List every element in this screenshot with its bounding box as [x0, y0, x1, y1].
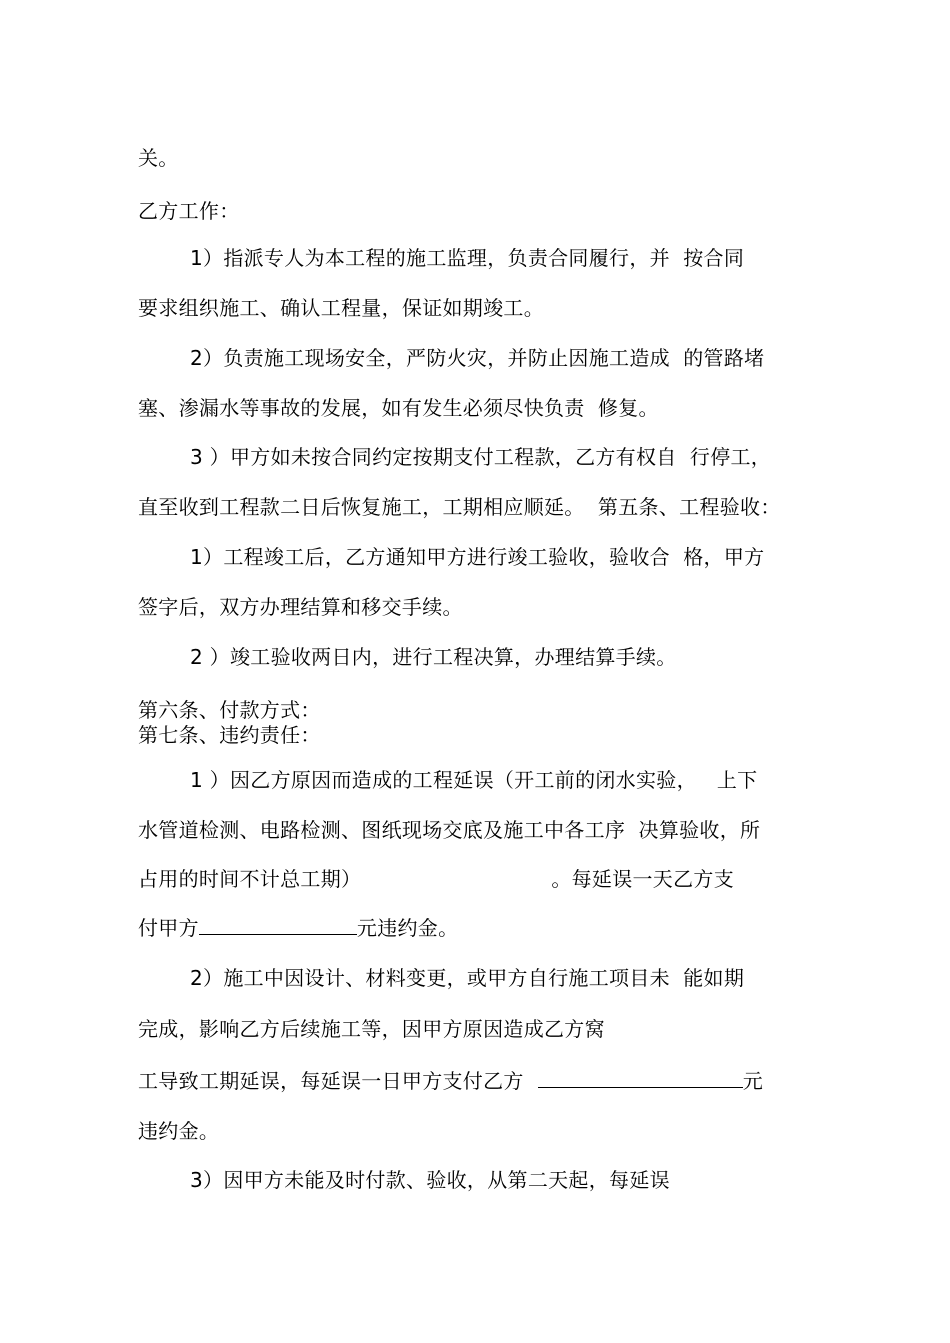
text-segment: 。每延误一天乙方支: [551, 867, 735, 891]
text-segment: 占用的时间不计总工期）: [138, 867, 362, 891]
text-segment: 付甲方: [138, 916, 199, 940]
text-line: 违约金。: [138, 1119, 220, 1143]
text-line: 2）施工中因设计、材料变更，或甲方自行施工项目未 能如期: [190, 966, 745, 990]
fill-in-blank: [538, 1069, 743, 1088]
text-line: 1）指派专人为本工程的施工监理，负责合同履行，并 按合同: [190, 246, 745, 270]
section-heading: 乙方工作：: [138, 199, 240, 223]
text-line: 水管道检测、电路检测、图纸现场交底及施工中各工序 决算验收，所: [138, 818, 761, 842]
text-line: 完成，影响乙方后续施工等，因甲方原因造成乙方窝: [138, 1017, 605, 1041]
text-segment: 元: [742, 1069, 764, 1093]
text-line: 2 ）竣工验收两日内，进行工程决算，办理结算手续。: [190, 645, 677, 669]
text-line: 1 ）因乙方原因而造成的工程延误（开工前的闭水实验， 上下: [190, 768, 758, 792]
fill-in-blank: [199, 916, 357, 935]
text-line: [138, 866, 820, 892]
text-line: [138, 1068, 820, 1094]
text-line: 3 ）甲方如未按合同约定按期支付工程款，乙方有权自 行停工，: [190, 445, 772, 469]
text-line: 直至收到工程款二日后恢复施工，工期相应顺延。 第五条、工程验收：: [138, 495, 781, 519]
text-line: 签字后，双方办理结算和移交手续。: [138, 595, 463, 619]
text-line: 1）工程竣工后，乙方通知甲方进行竣工验收，验收合 格，甲方: [190, 545, 765, 569]
text-line: 2）负责施工现场安全，严防火灾，并防止因施工造成 的管路堵: [190, 346, 765, 370]
section-heading: 第七条、违约责任：: [138, 723, 321, 747]
text-line: 3）因甲方未能及时付款、验收，从第二天起，每延误: [190, 1168, 670, 1192]
text-line: 塞、渗漏水等事故的发展，如有发生必须尽快负责 修复。: [138, 396, 659, 420]
text-line: 要求组织施工、确认工程量，保证如期竣工。: [138, 296, 544, 320]
text-segment: 元违约金。: [356, 916, 459, 940]
text-line: [138, 915, 820, 941]
text-segment: 工导致工期延误，每延误一日甲方支付乙方: [138, 1069, 524, 1093]
text-line: 关。: [138, 146, 179, 170]
section-heading: 第六条、付款方式：: [138, 698, 321, 722]
